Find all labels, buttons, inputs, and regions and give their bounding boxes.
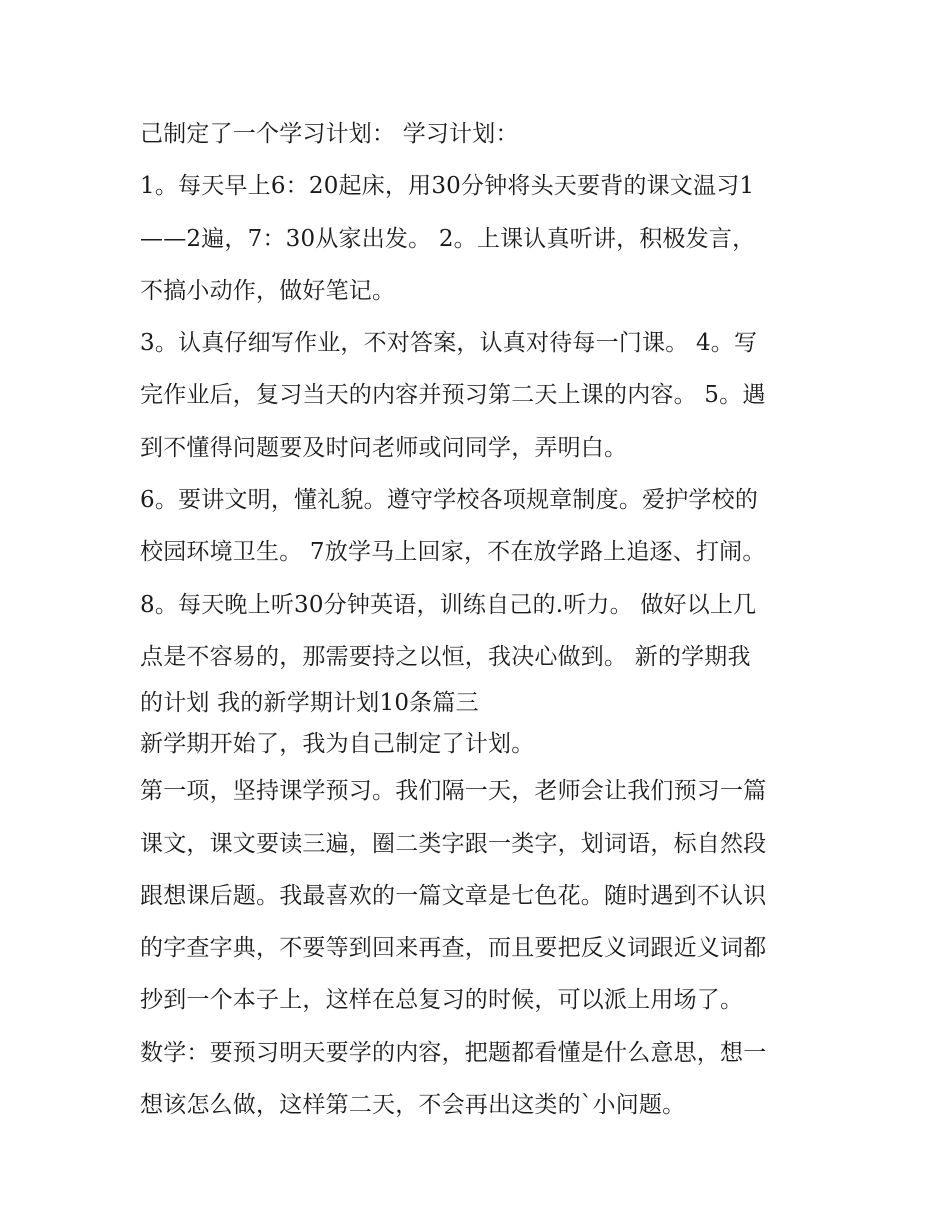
text-line: 点是不容易的，那需要持之以恒，我决心做到。 新的学期我 (140, 643, 751, 670)
text-line: 不搞小动作，做好笔记。 (140, 277, 396, 304)
text-line: 6。要讲文明，懂礼貌。遵守学校各项规章制度。爱护学校的 (140, 487, 759, 514)
text-line: 己制定了一个学习计划： 学习计划： (140, 121, 519, 147)
text-line: 的计划 我的新学期计划10条篇三 (140, 690, 479, 717)
text-line: ——2遍，7：30从家出发。 2。上课认真听讲，积极发言， (140, 225, 756, 252)
text-line: 完作业后，复习当天的内容并预习第二天上课的内容。 5。遇 (140, 382, 766, 409)
text-line: 1。每天早上6：20起床，用30分钟将头天要背的课文温习1 (140, 173, 755, 200)
text-line: 课文，课文要读三遍，圈二类字跟一类字，划词语，标自然段 (140, 830, 767, 857)
document-body (140, 108, 820, 1131)
text-line: 校园环境卫生。 7放学马上回家，不在放学路上追逐、打闹。 (140, 539, 766, 566)
text-line: 的字查字典，不要等到回来再查，而且要把反义词跟近义词都 (140, 935, 767, 962)
text-line: 8。每天晚上听30分钟英语，训练自己的.听力。 做好以上几 (140, 591, 757, 618)
text-line: 抄到一个本子上，这样在总复习的时候，可以派上用场了。 (140, 987, 744, 1014)
text-line: 数学：要预习明天要学的内容，把题都看懂是什么意思，想一 (140, 1039, 767, 1066)
text-line: 跟想课后题。我最喜欢的一篇文章是七色花。随时遇到不认识 (140, 882, 767, 909)
text-line: 到不懂得问题要及时问老师或问同学，弄明白。 (140, 434, 628, 461)
text-line: 新学期开始了，我为自己制定了计划。 (140, 731, 535, 758)
text-line: 3。认真仔细写作业，不对答案，认真对待每一门课。 4。写 (140, 330, 758, 357)
text-line: 第一项，坚持课学预习。我们隔一天，老师会让我们预习一篇 (140, 778, 767, 805)
text-line: 想该怎么做，这样第二天，不会再出这类的`小问题。 (140, 1092, 686, 1119)
